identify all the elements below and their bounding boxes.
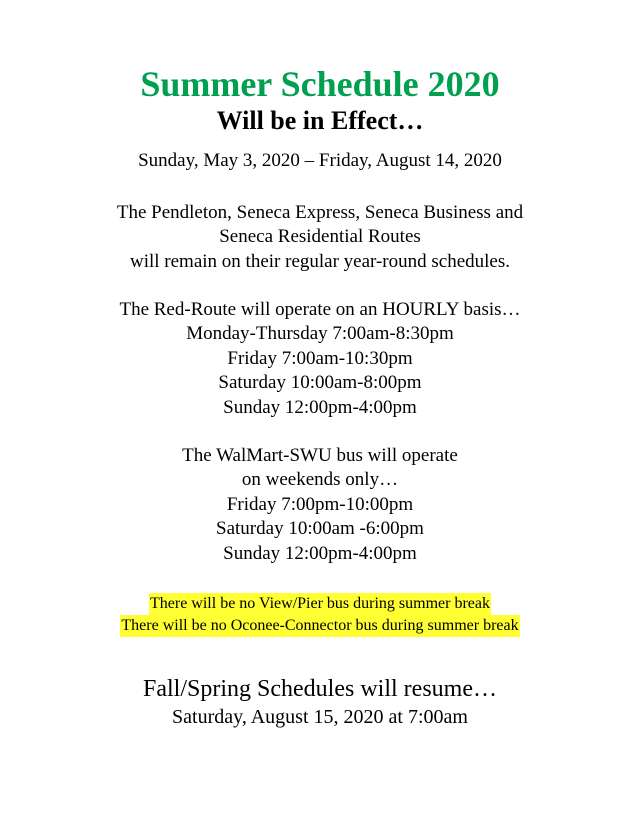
regular-routes-line: will remain on their regular year-round schedules. <box>129 250 510 272</box>
red-route-hours-sat: Saturday 10:00am-8:00pm <box>218 372 422 394</box>
walmart-bus-intro: The WalMart-SWU bus will operate <box>182 445 458 466</box>
red-route-hours-sun: Sunday 12:00pm-4:00pm <box>223 396 417 418</box>
red-route-hours-fri: Friday 7:00am-10:30pm <box>227 347 413 369</box>
walmart-bus-section <box>0 444 640 566</box>
regular-routes-line: The Pendleton, Seneca Express, Seneca Business and <box>116 202 524 223</box>
page-subtitle: Will be in Effect… <box>216 106 424 135</box>
oconee-connector-notice: There will be no Oconee-Connector bus during summer break <box>120 615 519 637</box>
regular-routes-line: Seneca Residential Routes <box>219 226 421 248</box>
walmart-bus-hours-sat: Saturday 10:00am -6:00pm <box>216 518 424 540</box>
resume-date: Saturday, August 15, 2020 at 7:00am <box>172 706 468 728</box>
walmart-bus-hours-fri: Friday 7:00pm-10:00pm <box>226 493 414 515</box>
view-pier-notice: There will be no View/Pier bus during summer break <box>149 593 491 615</box>
effective-date-range: Sunday, May 3, 2020 – Friday, August 14, 2020 <box>138 150 502 171</box>
notice-section <box>0 593 640 637</box>
regular-routes-section <box>0 201 640 274</box>
red-route-intro: The Red-Route will operate on an HOURLY basis… <box>119 299 521 320</box>
red-route-section <box>0 298 640 420</box>
red-route-hours-mon-thu: Monday-Thursday 7:00am-8:30pm <box>186 323 454 345</box>
resume-heading: Fall/Spring Schedules will resume… <box>143 676 497 702</box>
page-title: Summer Schedule 2020 <box>140 64 500 104</box>
walmart-bus-hours-sun: Sunday 12:00pm-4:00pm <box>223 542 417 564</box>
walmart-bus-intro: on weekends only… <box>241 469 399 491</box>
